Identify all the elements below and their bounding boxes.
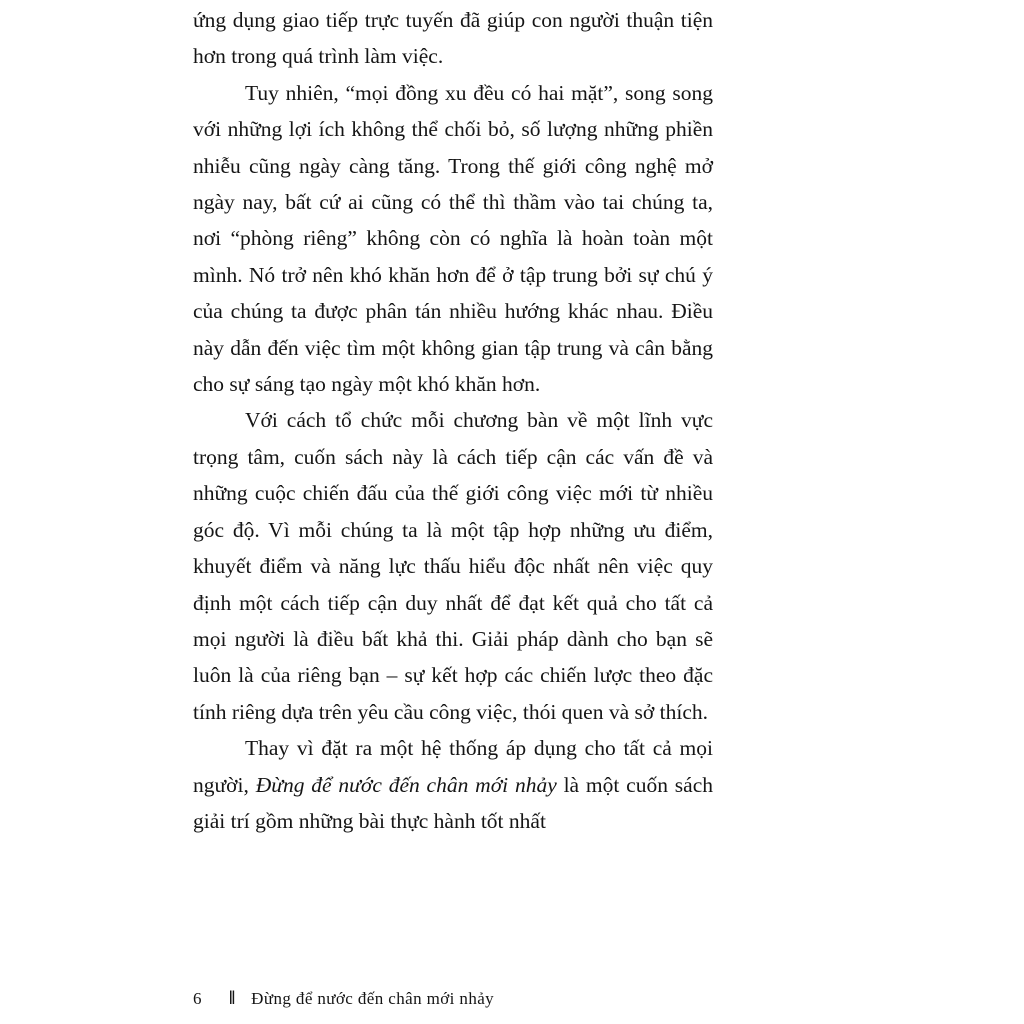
paragraph-text: là một cuốn sách giải trí gồm những bài thực hành tốt nhất	[193, 772, 713, 833]
paragraph	[193, 730, 713, 839]
book-title-inline: Đừng để nước đến chân mới nhảy	[255, 772, 557, 797]
page-number: 6	[193, 989, 202, 1008]
page-footer	[193, 988, 494, 1010]
paragraph	[193, 75, 713, 403]
footer-separator-icon: ‖	[229, 988, 234, 1009]
paragraph-text: Tuy nhiên, “mọi đồng xu đều có hai mặt”, song song với những lợi ích không thể chối bỏ, số lượng những phiền nhiễu cũng ngày càng tăng. Trong thế giới công nghệ mở ngày nay, bất cứ ai cũng có thể thì thầm vào tai chúng ta, nơi “phòng riêng” không còn có nghĩa là hoàn toàn một mình. Nó trở nên khó khăn hơn để ở tập trung bởi sự chú ý của chúng ta được phân tán nhiều hướng khác nhau. Điều này dẫn đến việc tìm một không gian tập trung và cân bằng cho sự sáng tạo ngày một khó khăn hơn.	[193, 80, 713, 397]
paragraph-text: Thay vì đặt ra một hệ thống áp dụng cho tất cả mọi người,	[193, 736, 713, 797]
paragraph	[193, 402, 713, 730]
paragraph	[193, 2, 713, 75]
paragraph-text: Với cách tổ chức mỗi chương bàn về một lĩnh vực trọng tâm, cuốn sách này là cách tiếp cận các vấn đề và những cuộc chiến đấu của thế giới công việc mới từ nhiều góc độ. Vì mỗi chúng ta là một tập hợp những ưu điểm, khuyết điểm và năng lực thấu hiểu độc nhất nên việc quy định một cách tiếp cận duy nhất để đạt kết quả cho tất cả mọi người là điều bất khả thi. Giải pháp dành cho bạn sẽ luôn là của riêng bạn – sự kết hợp các chiến lược theo đặc tính riêng dựa trên yêu cầu công việc, thói quen và sở thích.	[193, 408, 713, 724]
page-body	[193, 2, 713, 839]
running-title: Đừng để nước đến chân mới nhảy	[251, 989, 495, 1008]
paragraph-text: ứng dụng giao tiếp trực tuyến đã giúp con người thuận tiện hơn trong quá trình làm việc.	[193, 8, 713, 69]
